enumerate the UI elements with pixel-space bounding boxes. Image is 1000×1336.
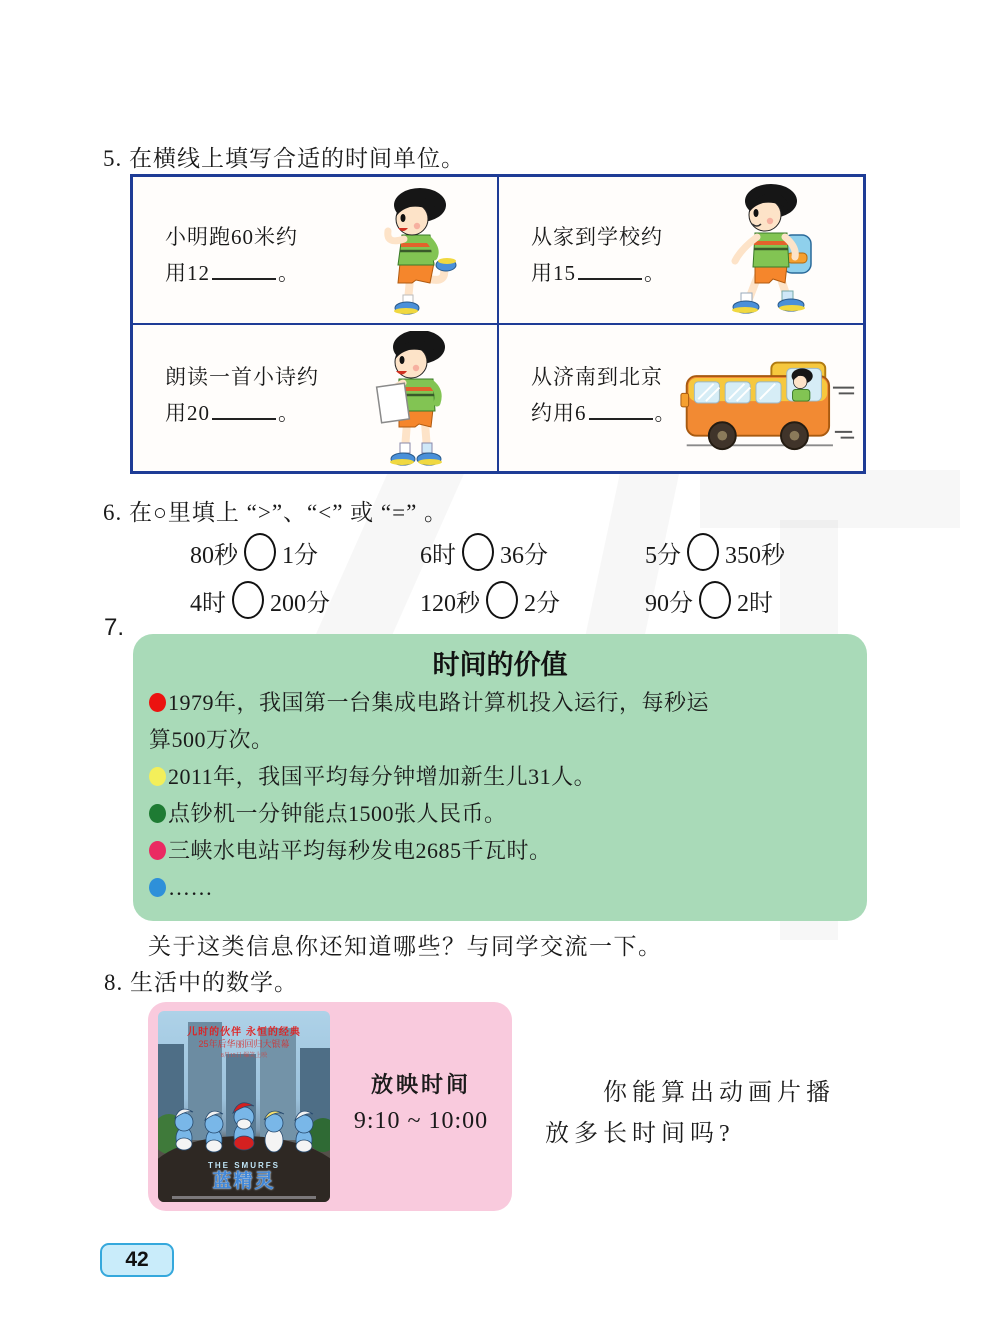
question-7-followup: 关于这类信息你还知道哪些？与同学交流一下。 <box>148 934 663 959</box>
answer-circle <box>486 581 518 619</box>
reading-boy-illustration <box>367 331 467 469</box>
cell-text <box>165 359 319 431</box>
cell-text <box>165 219 300 291</box>
cell-line2: 用20 。 <box>165 401 300 425</box>
comparison-item: 4时 200分 <box>190 580 420 620</box>
table-cell-walking <box>498 176 864 324</box>
comparison-item: 6时 36分 <box>420 532 645 572</box>
walking-boy-illustration <box>721 183 829 319</box>
question-6-title: 6. 在○里填上 “>”、“<” 或 “=” 。 <box>103 500 449 525</box>
question-8-text-line2: 放多长时间吗? <box>545 1121 735 1147</box>
question-6-items <box>190 532 870 620</box>
comparison-item: 120秒 2分 <box>420 580 645 620</box>
schedule-time: 9:10 ~ 10:00 <box>353 1108 489 1134</box>
answer-circle <box>462 533 494 571</box>
question-5-table <box>130 174 866 474</box>
fact-line: 三峡水电站平均每秒发电2685千瓦时。 <box>149 832 849 869</box>
poster-tagline-2: 25年后华丽回归大银幕 <box>198 1039 290 1049</box>
poster-logo-chinese: 蓝精灵 <box>212 1171 276 1192</box>
poster-credits-bar <box>172 1196 316 1199</box>
yellow-bullet-icon <box>149 767 166 786</box>
infobox-title: 时间的价值 <box>432 650 568 680</box>
cell-line2: 用15 。 <box>531 261 666 285</box>
poster-tagline-3: 8月15日 爆笑上映 <box>220 1053 268 1059</box>
page-number: 42 <box>125 1248 149 1271</box>
poster-logo-english: THE SMURFS <box>208 1161 280 1170</box>
movie-schedule-box <box>148 1002 512 1211</box>
comparison-item: 5分 350秒 <box>645 532 870 572</box>
question-8-title: 8. 生活中的数学。 <box>104 970 298 995</box>
cell-text <box>531 219 666 291</box>
answer-blank <box>212 264 276 280</box>
comparison-item: 80秒 1分 <box>190 532 420 572</box>
fact-line: 2011年，我国平均每分钟增加新生儿31人。 <box>149 758 849 795</box>
cell-line1: 从家到学校约 <box>531 225 663 249</box>
fact-line-continuation: 算500万次。 <box>149 727 274 752</box>
time-value-infobox <box>133 634 867 921</box>
running-boy-illustration <box>369 187 471 317</box>
cell-line1: 从济南到北京 <box>531 365 663 389</box>
table-cell-running <box>132 176 498 324</box>
green-bullet-icon <box>149 804 166 823</box>
bus-illustration <box>679 351 857 455</box>
answer-circle <box>687 533 719 571</box>
answer-circle <box>232 581 264 619</box>
comparison-item: 90分 2时 <box>645 580 870 620</box>
cell-line1: 朗读一首小诗约 <box>165 365 319 389</box>
fact-line: 点钞机一分钟能点1500张人民币。 <box>149 795 849 832</box>
cell-line2: 约用6 。 <box>531 401 677 425</box>
cell-text <box>531 359 677 431</box>
cell-line1: 小明跑60米约 <box>165 225 298 249</box>
table-cell-bus <box>498 324 864 472</box>
answer-blank <box>589 404 653 420</box>
fact-line: …… <box>149 869 849 906</box>
question-5-title: 5. 在横线上填写合适的时间单位。 <box>103 146 465 171</box>
smurf-characters <box>160 1086 328 1160</box>
page-number-badge <box>100 1243 174 1277</box>
question-8-text-line1: 你能算出动画片播 <box>603 1080 835 1106</box>
blue-bullet-icon <box>149 878 166 897</box>
table-cell-reading <box>132 324 498 472</box>
cell-line2: 用12 。 <box>165 261 300 285</box>
answer-circle <box>699 581 731 619</box>
answer-blank <box>578 264 642 280</box>
answer-blank <box>212 404 276 420</box>
fact-line: 1979年，我国第一台集成电路计算机投入运行，每秒运 <box>149 684 849 721</box>
infobox-lines <box>133 682 867 906</box>
red-bullet-icon <box>149 693 166 712</box>
answer-circle <box>244 533 276 571</box>
schedule-label: 放映时间 <box>370 1072 471 1097</box>
rose-bullet-icon <box>149 841 166 860</box>
question-7-number: 7. <box>104 614 125 641</box>
schedule-panel <box>338 1002 504 1211</box>
smurfs-movie-poster <box>158 1011 330 1202</box>
poster-tagline-1: 儿时的伙伴 永恒的经典 <box>187 1027 301 1038</box>
